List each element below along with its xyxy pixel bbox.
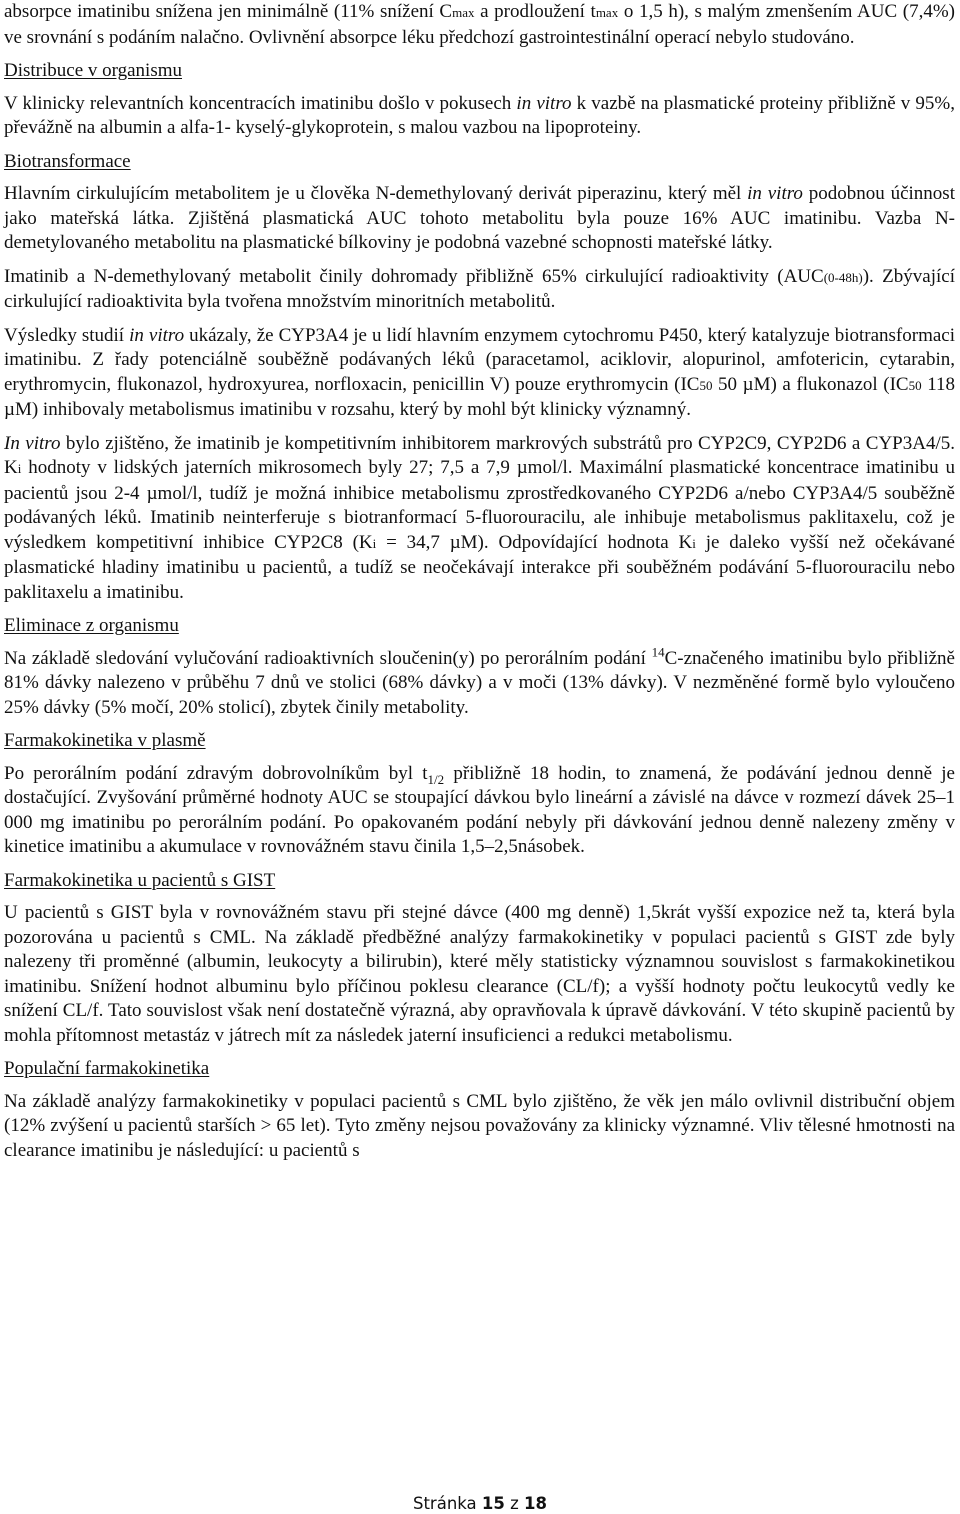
text-run: Na základě sledování vylučování radioaktivních sloučenin(y) po perorálním podání: [4, 647, 652, 669]
italic-text: in vitro: [129, 324, 185, 346]
subscript-text: (0-48h): [823, 269, 863, 285]
document-body: [4, 0, 955, 1172]
paragraph-intro: [4, 0, 955, 50]
italic-text: in vitro: [747, 183, 803, 204]
text-run: = 34,7 µM). Odpovídající hodnota K: [376, 531, 693, 553]
text-run: a prodloužení t: [474, 1, 596, 22]
subscript-text: i: [372, 535, 377, 551]
heading-distribuce: Distribuce v organismu: [4, 60, 183, 81]
paragraph-biotransformace-1: [4, 182, 955, 256]
superscript-text: 14: [651, 644, 665, 660]
paragraph-farmakokinetika-plasma: [4, 762, 955, 860]
subscript-text: 50: [908, 377, 922, 393]
heading-populacni-farmakokinetika: Populační farmakokinetika: [4, 1058, 210, 1079]
paragraph-biotransformace-2: [4, 265, 955, 315]
page-number: 15: [481, 1494, 505, 1513]
heading-eliminace: Eliminace z organismu: [4, 615, 179, 636]
subscript-text: i: [692, 535, 696, 551]
page-footer: [0, 1494, 960, 1514]
text-run: ukázaly, že CYP3A4 je u lidí hlavním enzymem cytochromu P450, který katalyzuje biotransformaci imatinibu. Z řady potenciálně souběžně podávaných léků (paracetamol, aciklovir, alopurinol, amfotericin, cytarabin, erythromycin, flukonazol, hydroxyurea, norfloxacin, penicillin V) pouze erythromycin (IC: [4, 324, 956, 395]
italic-text: In vitro: [4, 432, 61, 454]
paragraph-distribuce: [4, 92, 955, 141]
text-run: bylo zjištěno, že imatinib je kompetitivním inhibitorem markrových substrátů pro CYP2C9, CYP2D6 a CYP3A4/5. K: [4, 432, 956, 478]
heading-biotransformace: Biotransformace: [4, 150, 131, 172]
text-run: C-značeného imatinibu bylo přibližně 81% dávky nalezeno v průběhu 7 dnů ve stolici (68% dávky) a v moči (13% dávky). V nezměněné formě bylo vyloučeno 25% dávky (5% močí, 20% stolicí), zbytek činily metabolity.: [4, 647, 955, 718]
heading-farmakokinetika-gist: Farmakokinetika u pacientů s GIST: [4, 869, 276, 891]
subscript-text: max: [452, 5, 475, 20]
text-run: 50 µM) a flukonazol (IC: [712, 373, 909, 395]
text-run: o 1,5 h), s malým zmenšením AUC (7,4%) ve srovnání s podáním nalačno. Ovlivnění absorpce léku předchozí gastrointestinální operací nebylo studováno.: [4, 1, 955, 48]
subscript-text: i: [17, 461, 22, 476]
paragraph-farmakokinetika-gist: U pacientů s GIST byla v rovnovážném stavu při stejné dávce (400 mg denně) 1,5krát vyšší expozice než ta, která byla pozorována u pacientů s CML. Na základě předběžné analýzy farmakokinetiky v populaci pacientů s GIST zde byly nalezeny tři proměnné (albumin, leukocyty a bilirubin), které měly statisticky významnou souvislost s farmakokinetikou imatinibu. Snížení hodnot albuminu bylo příčinou poklesu clearance (CL/f); a vyšší hodnoty počtu leukocytů vedly ke snížení CL/f. Tato souvislost však není dostatečně výrazná, aby opravňovala k úpravě dávkování. V této skupině pacientů by mohla přítomnost metastáz v játrech mít za následek jaterní insuficienci a redukci metabolismu.: [4, 902, 955, 1046]
page-label: Stránka: [412, 1494, 482, 1513]
page-separator: z: [504, 1494, 525, 1513]
paragraph-eliminace: [4, 644, 955, 721]
text-run: je daleko vyšší než očekávané plasmatické hladiny imatinibu u pacientů, a tudíž se neočekávají interakce při souběžném podávání 5-fluorouracilu nebo paklitaxelu a imatinibu.: [4, 531, 955, 603]
subscript-text: max: [595, 5, 619, 20]
text-run: ). Zbývající cirkulující radioaktivita byla tvořena množstvím minoritních metabolitů.: [4, 265, 955, 312]
text-run: Imatinib a N-demethylovaný metabolit činily dohromady přibližně 65% cirkulující radioaktivity (AUC: [4, 265, 824, 287]
text-run: hodnoty v lidských jaterních mikrosomech byly 27; 7,5 a 7,9 µmol/l. Maximální plasmatické koncentrace imatinibu u pacientů jsou 2-4 µmol/l, tudíž je možná inhibice metabolismu zprostředkovaného CYP2D6 a/nebo CYP3A4/5 souběžně podávaných léků. Imatinib neinterferuje s biotranformací 5-fluorouracilu, ale inhibuje metabolismus paklitaxelu, což je výsledkem kompetitivní inhibice CYP2C8 (K: [4, 457, 955, 553]
text-run: přibližně 18 hodin, to znamená, že podávání jednou denně je dostačující. Zvyšování průměrné hodnoty AUC se stoupající dávkou bylo lineární a závislé na dávce v rozmezí dávek 25–1 000 mg imatinibu po perorálním podání. Po opakovaném podání nebyly při dávkování jednou denně nalezeny změny v kinetice imatinibu a akumulace v rovnovážném stavu činila 1,5–2,5násobek.: [4, 762, 955, 857]
text-run: Výsledky studií: [4, 324, 130, 346]
text-run: 118 µM) inhibovaly metabolismus imatinibu v rozsahu, který by mohl být klinicky významný.: [4, 373, 955, 420]
text-run: k vazbě na plasmatické proteiny přibližně v 95%, převážně na albumin a alfa-1- kyselý-glykoprotein, s malou vazbou na lipoproteiny.: [4, 92, 955, 138]
text-run: V klinicky relevantních koncentracích imatinibu došlo v pokusech: [4, 92, 517, 114]
text-run: Po perorálním podání zdravým dobrovolníkům byl t: [4, 762, 428, 784]
heading-farmakokinetika-plasma: Farmakokinetika v plasmě: [4, 730, 206, 751]
paragraph-biotransformace-3: [4, 324, 955, 423]
text-run: Hlavním cirkulujícím metabolitem je u člověka N-demethylovaný derivát piperazinu, který měl: [4, 183, 748, 204]
paragraph-populacni-farmakokinetika: Na základě analýzy farmakokinetiky v populaci pacientů s CML bylo zjištěno, že věk jen málo ovlivnil distribuční objem (12% zvýšení u pacientů starších > 65 let). Tyto změny nejsou považovány za klinicky významné. Vliv tělesné hmotnosti na clearance imatinibu je následující: u pacientů s: [4, 1090, 955, 1161]
paragraph-biotransformace-4: [4, 432, 955, 606]
page-total: 18: [524, 1494, 547, 1513]
subscript-text: 1/2: [427, 771, 445, 787]
italic-text: in vitro: [516, 92, 572, 114]
text-run: podobnou účinnost jako mateřská látka. Zjištěná plasmatická AUC tohoto metabolitu byla pouze 16% AUC imatinibu. Vazba N-demetylovaného metabolitu na plasmatické bílkoviny je podobná vazebné schopnosti mateřské látky.: [4, 183, 955, 253]
subscript-text: 50: [699, 377, 713, 393]
text-run: absorpce imatinibu snížena jen minimálně (11% snížení C: [4, 1, 453, 22]
